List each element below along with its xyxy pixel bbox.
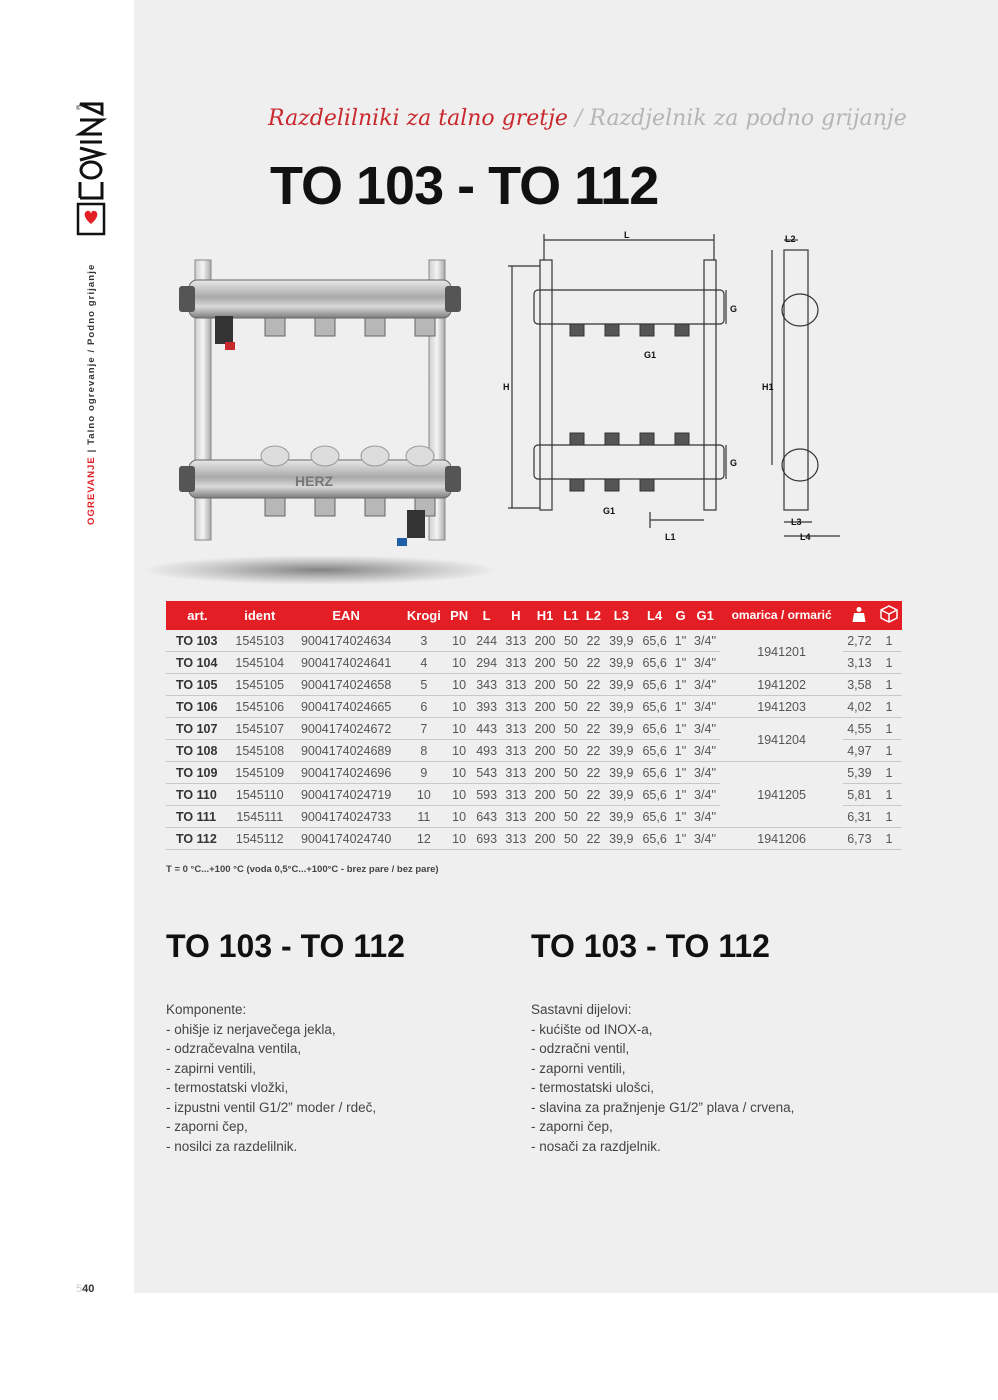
cell-h: 313 — [501, 740, 530, 762]
cell-ean: 9004174024733 — [291, 806, 402, 828]
cell-krogi: 8 — [402, 740, 447, 762]
cell-h1: 200 — [530, 828, 559, 850]
cell-l4: 65,6 — [638, 630, 671, 652]
cell-krogi: 11 — [402, 806, 447, 828]
table-header-row — [166, 601, 902, 630]
cell-art: TO 109 — [166, 762, 229, 784]
brand-logo — [74, 100, 108, 240]
cell-l1: 50 — [560, 740, 583, 762]
cell-g: 1'' — [671, 718, 689, 740]
cell-l4: 65,6 — [638, 718, 671, 740]
col-weight — [843, 601, 876, 630]
page-subtitle: Razdelilniki za talno gretje / Razdjelnik za podno grijanje — [268, 106, 907, 131]
cell-art: TO 107 — [166, 718, 229, 740]
cell-kg: 2,72 — [843, 630, 876, 652]
cell-ean: 9004174024672 — [291, 718, 402, 740]
cell-ean: 9004174024740 — [291, 828, 402, 850]
cell-l4: 65,6 — [638, 762, 671, 784]
cell-kg: 4,97 — [843, 740, 876, 762]
cell-h: 313 — [501, 784, 530, 806]
cell-ident: 1545112 — [229, 828, 291, 850]
cell-ean: 9004174024665 — [291, 696, 402, 718]
dim-label-g1-top: G1 — [644, 350, 657, 360]
cell-art: TO 110 — [166, 784, 229, 806]
cell-l1: 50 — [560, 762, 583, 784]
cell-ident: 1545104 — [229, 652, 291, 674]
cell-g: 1'' — [671, 740, 689, 762]
cell-pcs: 1 — [876, 806, 902, 828]
cell-ean: 9004174024719 — [291, 784, 402, 806]
cell-l: 543 — [472, 762, 501, 784]
cell-pn: 10 — [446, 696, 472, 718]
cell-h: 313 — [501, 630, 530, 652]
col-g1: G1 — [690, 601, 721, 630]
cell-ident: 1545110 — [229, 784, 291, 806]
cell-g1: 3/4'' — [690, 740, 721, 762]
col-g: G — [671, 601, 689, 630]
cell-l2: 22 — [582, 652, 605, 674]
cell-krogi: 5 — [402, 674, 447, 696]
cell-l2: 22 — [582, 762, 605, 784]
list-item: - zaporni čep, — [166, 1119, 248, 1134]
cell-ident: 1545106 — [229, 696, 291, 718]
cell-g1: 3/4'' — [690, 784, 721, 806]
svg-text:HERZ: HERZ — [295, 473, 334, 489]
cell-l4: 65,6 — [638, 784, 671, 806]
temperature-note: T = 0 °C...+100 °C (voda 0,5°C...+100°C - brez pare / bez pare) — [166, 864, 439, 875]
cell-g: 1'' — [671, 828, 689, 850]
cell-l1: 50 — [560, 718, 583, 740]
cell-ean: 9004174024658 — [291, 674, 402, 696]
cell-l3: 39,9 — [605, 674, 638, 696]
cell-l4: 65,6 — [638, 652, 671, 674]
cell-l: 693 — [472, 828, 501, 850]
cell-pcs: 1 — [876, 718, 902, 740]
cell-cabinet: 1941206 — [720, 828, 842, 850]
cell-h1: 200 — [530, 696, 559, 718]
cell-g1: 3/4'' — [690, 630, 721, 652]
cell-g1: 3/4'' — [690, 806, 721, 828]
cell-pcs: 1 — [876, 630, 902, 652]
cell-ident: 1545107 — [229, 718, 291, 740]
cell-pcs: 1 — [876, 762, 902, 784]
cell-kg: 3,13 — [843, 652, 876, 674]
cell-krogi: 4 — [402, 652, 447, 674]
cell-krogi: 12 — [402, 828, 447, 850]
list-item: - zaporni čep, — [531, 1119, 613, 1134]
table-row — [166, 674, 902, 696]
list-item: - izpustni ventil G1/2” moder / rdeč, — [166, 1099, 377, 1115]
cell-h: 313 — [501, 696, 530, 718]
cell-pn: 10 — [446, 740, 472, 762]
cell-l: 443 — [472, 718, 501, 740]
cell-h: 313 — [501, 674, 530, 696]
col-h1: H1 — [530, 601, 559, 630]
list-item: - odzračni ventil, — [531, 1041, 630, 1056]
cell-l: 593 — [472, 784, 501, 806]
cell-l1: 50 — [560, 806, 583, 828]
cell-h: 313 — [501, 652, 530, 674]
cell-ean: 9004174024696 — [291, 762, 402, 784]
cell-h1: 200 — [530, 674, 559, 696]
dim-label-h: H — [503, 382, 510, 392]
page-number: 540 — [76, 1283, 95, 1295]
cell-h1: 200 — [530, 740, 559, 762]
col-l1: L1 — [560, 601, 583, 630]
cell-l1: 50 — [560, 784, 583, 806]
cell-h: 313 — [501, 718, 530, 740]
table-row — [166, 718, 902, 740]
cell-art: TO 103 — [166, 630, 229, 652]
weight-icon — [852, 606, 866, 622]
col-ident: ident — [229, 601, 291, 630]
cell-pcs: 1 — [876, 652, 902, 674]
col-art: art. — [166, 601, 229, 630]
dim-label-l: L — [624, 230, 630, 240]
dim-label-h1: H1 — [762, 382, 774, 392]
cell-l: 343 — [472, 674, 501, 696]
col-l3: L3 — [605, 601, 638, 630]
cell-l2: 22 — [582, 828, 605, 850]
list-item: - odzračevalna ventila, — [166, 1041, 302, 1056]
cell-l3: 39,9 — [605, 718, 638, 740]
cell-l1: 50 — [560, 674, 583, 696]
cell-kg: 6,73 — [843, 828, 876, 850]
cell-art: TO 112 — [166, 828, 229, 850]
cell-g1: 3/4'' — [690, 652, 721, 674]
cell-krogi: 6 — [402, 696, 447, 718]
cell-g: 1'' — [671, 784, 689, 806]
cell-art: TO 104 — [166, 652, 229, 674]
cell-kg: 6,31 — [843, 806, 876, 828]
cell-krogi: 7 — [402, 718, 447, 740]
col-l4: L4 — [638, 601, 671, 630]
cell-kg: 5,39 — [843, 762, 876, 784]
cell-l4: 65,6 — [638, 806, 671, 828]
cell-l2: 22 — [582, 696, 605, 718]
cell-pn: 10 — [446, 806, 472, 828]
cell-h1: 200 — [530, 718, 559, 740]
cell-pn: 10 — [446, 718, 472, 740]
cell-pn: 10 — [446, 630, 472, 652]
cell-krogi: 3 — [402, 630, 447, 652]
cell-pn: 10 — [446, 828, 472, 850]
cell-h1: 200 — [530, 806, 559, 828]
dim-label-g-top: G — [730, 304, 738, 314]
cell-l2: 22 — [582, 806, 605, 828]
cell-art: TO 106 — [166, 696, 229, 718]
dim-label-l2: L2 — [785, 234, 796, 244]
table-row — [166, 828, 902, 850]
list-item: - zapirni ventili, — [166, 1060, 257, 1076]
cell-pn: 10 — [446, 784, 472, 806]
cell-l4: 65,6 — [638, 674, 671, 696]
cell-g1: 3/4'' — [690, 674, 721, 696]
list-item: - ohišje iz nerjavečega jekla, — [166, 1021, 336, 1037]
cell-pcs: 1 — [876, 784, 902, 806]
cell-g1: 3/4'' — [690, 718, 721, 740]
cell-l2: 22 — [582, 718, 605, 740]
col-krogi: Krogi — [402, 601, 447, 630]
cell-pn: 10 — [446, 652, 472, 674]
dim-label-g1-bottom: G1 — [603, 506, 616, 516]
list-item: - nosilci za razdelilnik. — [166, 1138, 298, 1154]
cell-g: 1'' — [671, 652, 689, 674]
cell-cabinet: 1941203 — [720, 696, 842, 718]
cell-g: 1'' — [671, 674, 689, 696]
cell-pcs: 1 — [876, 828, 902, 850]
cell-l3: 39,9 — [605, 696, 638, 718]
cell-ean: 9004174024689 — [291, 740, 402, 762]
cell-l: 294 — [472, 652, 501, 674]
col-cabinet: omarica / ormarić — [720, 601, 842, 630]
left-sidebar — [0, 0, 134, 1400]
cell-l2: 22 — [582, 784, 605, 806]
cell-l2: 22 — [582, 674, 605, 696]
box-icon — [880, 605, 898, 623]
col-pn: PN — [446, 601, 472, 630]
cell-h1: 200 — [530, 762, 559, 784]
cell-ident: 1545111 — [229, 806, 291, 828]
technical-drawing — [500, 230, 860, 550]
list-item: - slavina za pražnjenje G1/2” plava / crvena, — [531, 1099, 795, 1115]
cell-l4: 65,6 — [638, 740, 671, 762]
cell-kg: 5,81 — [843, 784, 876, 806]
section-title-sl: TO 103 - TO 112 — [166, 928, 405, 964]
col-package — [876, 601, 902, 630]
cell-ident: 1545105 — [229, 674, 291, 696]
cell-art: TO 105 — [166, 674, 229, 696]
components-list-sl — [166, 1000, 376, 1156]
cell-cabinet: 1941202 — [720, 674, 842, 696]
table-row — [166, 696, 902, 718]
cell-l: 493 — [472, 740, 501, 762]
table-row — [166, 630, 902, 652]
cell-ident: 1545109 — [229, 762, 291, 784]
cell-l: 393 — [472, 696, 501, 718]
cell-kg: 3,58 — [843, 674, 876, 696]
list-item: - kućište od INOX-a, — [531, 1021, 653, 1037]
page-title: TO 103 - TO 112 — [270, 156, 659, 216]
cell-art: TO 111 — [166, 806, 229, 828]
dim-label-l4: L4 — [800, 532, 811, 542]
cell-l: 244 — [472, 630, 501, 652]
cell-cabinet: 1941201 — [720, 630, 842, 674]
cell-l2: 22 — [582, 740, 605, 762]
cell-g: 1'' — [671, 762, 689, 784]
dim-label-l1: L1 — [665, 532, 676, 542]
cell-l1: 50 — [560, 828, 583, 850]
cell-h1: 200 — [530, 784, 559, 806]
cell-l4: 65,6 — [638, 696, 671, 718]
cell-pcs: 1 — [876, 674, 902, 696]
cell-h: 313 — [501, 762, 530, 784]
cell-l3: 39,9 — [605, 784, 638, 806]
cell-g1: 3/4'' — [690, 696, 721, 718]
svg-text:®: ® — [76, 106, 81, 112]
cell-l1: 50 — [560, 696, 583, 718]
components-heading-hr: Sastavni dijelovi: — [531, 1002, 632, 1017]
list-item: - zaporni ventili, — [531, 1060, 626, 1076]
cell-ident: 1545108 — [229, 740, 291, 762]
cell-h1: 200 — [530, 630, 559, 652]
cell-l: 643 — [472, 806, 501, 828]
product-photo — [175, 240, 465, 560]
cell-art: TO 108 — [166, 740, 229, 762]
cell-kg: 4,02 — [843, 696, 876, 718]
cell-l4: 65,6 — [638, 828, 671, 850]
cell-l1: 50 — [560, 630, 583, 652]
table-row — [166, 762, 902, 784]
col-l: L — [472, 601, 501, 630]
list-item: - nosači za razdjelnik. — [531, 1138, 661, 1154]
sidebar-category: OGREVANJE | Talno ogrevanje / Podno grijanje — [86, 263, 97, 525]
cell-pn: 10 — [446, 762, 472, 784]
cell-cabinet: 1941204 — [720, 718, 842, 762]
cell-g: 1'' — [671, 630, 689, 652]
cell-l3: 39,9 — [605, 828, 638, 850]
cell-g: 1'' — [671, 806, 689, 828]
cell-kg: 4,55 — [843, 718, 876, 740]
cell-pcs: 1 — [876, 696, 902, 718]
cell-pn: 10 — [446, 674, 472, 696]
cell-l3: 39,9 — [605, 630, 638, 652]
cell-cabinet: 1941205 — [720, 762, 842, 828]
cell-l1: 50 — [560, 652, 583, 674]
components-heading-sl: Komponente: — [166, 1002, 247, 1017]
col-ean: EAN — [291, 601, 402, 630]
cell-l3: 39,9 — [605, 762, 638, 784]
components-list-hr — [531, 1000, 794, 1156]
section-title-hr: TO 103 - TO 112 — [531, 928, 770, 964]
cell-h1: 200 — [530, 652, 559, 674]
cell-l3: 39,9 — [605, 740, 638, 762]
dim-label-l3: L3 — [791, 517, 802, 527]
cell-h: 313 — [501, 828, 530, 850]
cell-l2: 22 — [582, 630, 605, 652]
cell-krogi: 9 — [402, 762, 447, 784]
cell-g1: 3/4'' — [690, 828, 721, 850]
cell-h: 313 — [501, 806, 530, 828]
cell-l3: 39,9 — [605, 806, 638, 828]
cell-krogi: 10 — [402, 784, 447, 806]
cell-ident: 1545103 — [229, 630, 291, 652]
cell-ean: 9004174024634 — [291, 630, 402, 652]
dim-label-g-bottom: G — [730, 458, 738, 468]
cell-g1: 3/4'' — [690, 762, 721, 784]
cell-l3: 39,9 — [605, 652, 638, 674]
list-item: - termostatski vložki, — [166, 1080, 289, 1095]
cell-ean: 9004174024641 — [291, 652, 402, 674]
col-h: H — [501, 601, 530, 630]
cell-g: 1'' — [671, 696, 689, 718]
cell-pcs: 1 — [876, 740, 902, 762]
spec-table — [166, 601, 902, 850]
col-l2: L2 — [582, 601, 605, 630]
list-item: - termostatski ulošci, — [531, 1080, 655, 1095]
